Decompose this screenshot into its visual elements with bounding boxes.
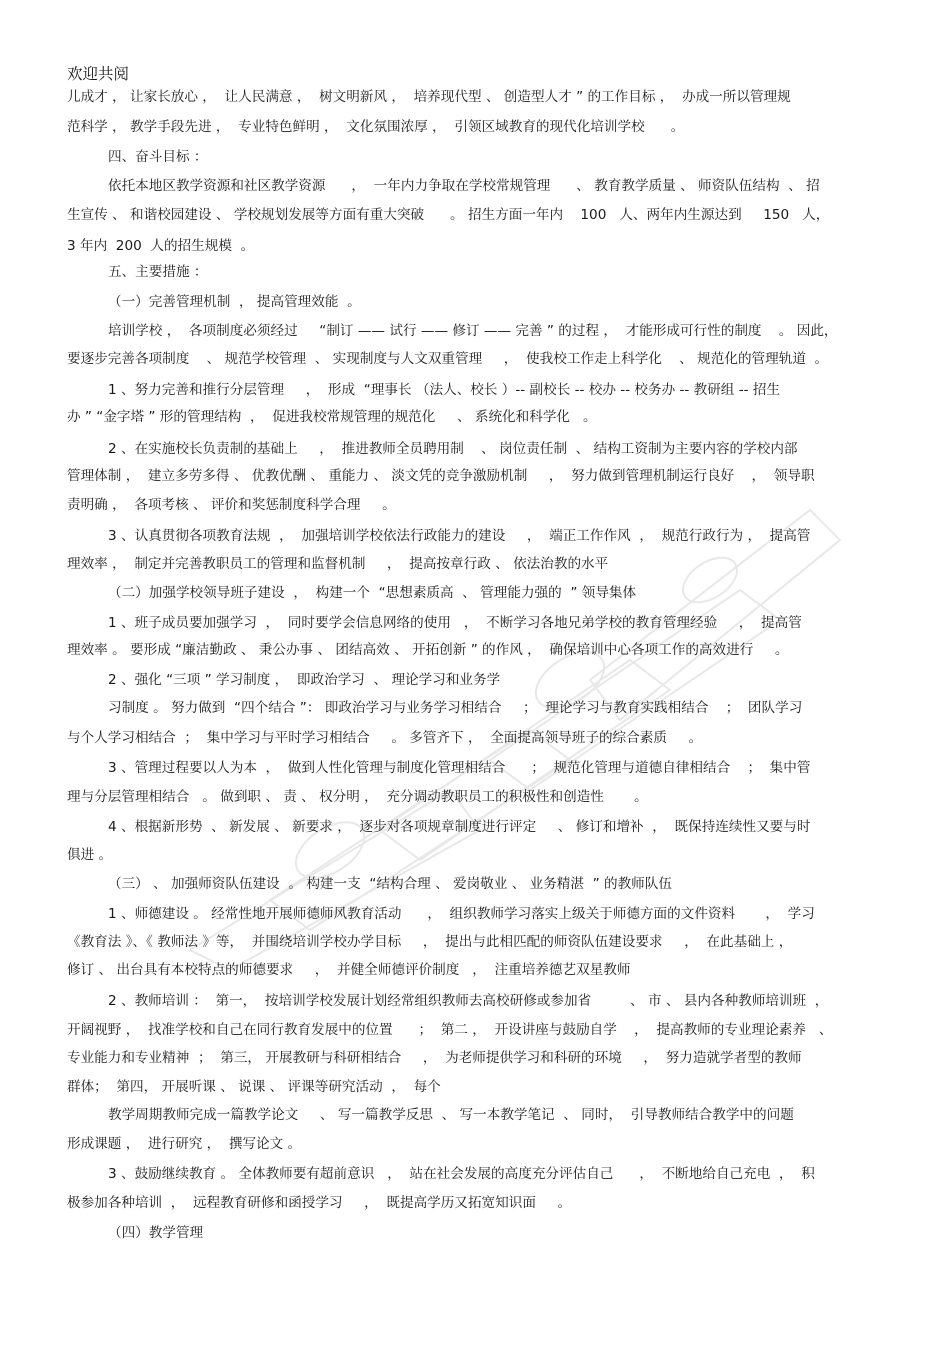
text-line: 《教育法 》、《 教师法 》等， 并围绕培训学校办学目标 ， 提出与此相匹配的师资队伍建设要求 ， 在此基础上 ， [67,934,793,950]
text-line: 责明确 ， 各项考核 、 评价和奖惩制度科学合理 。 [67,497,396,513]
text-line: 生宣传 、 和谐校园建设 、 学校规划发展等方面有重大突破 。 招生方面一年内 100 人、两年内生源达到 150 人， [67,207,830,223]
text-line: 4 、根据新形势 、 新发展 、 新要求 ， 逐步对各项规章制度进行评定 、 修订和增补 ， 既保持连续性又要与时 [108,819,811,835]
text-line: 教学周期教师完成一篇教学论文 、 写一篇教学反思 、 写一本教学笔记 、 同时， 引导教师结合教学中的问题 [108,1107,794,1123]
text-line: 理效率 。 要形成 “廉洁勤政 、 秉公办事 、 团结高效 、 开拓创新 ” 的作风 ， 确保培训中心各项工作的高效进行 。 [67,642,789,658]
text-line: 专业能力和专业精神 ； 第三， 开展教研与科研相结合 ， 为老师提供学习和科研的环境 ， 努力造就学者型的教师 [67,1050,802,1066]
text-line: 群体； 第四， 开展听课 、 说课 、 评课等研究活动 ， 每个 [67,1079,441,1095]
text-line: 1 、师德建设 。 经常性地开展师德师风教育活动 ， 组织教师学习落实上级关于师德方面的文件资料 ， 学习 [108,906,815,922]
text-line: 习制度 。 努力做到 “四个结合 ”： 即政治学习与业务学习相结合 ； 理论学习与教育实践相结合 ； 团队学习 [108,700,803,716]
text-line: 2 、在实施校长负责制的基础上 ， 推进教师全员聘用制 、 岗位责任制 、 结构工资制为主要内容的学校内部 [108,441,798,457]
text-line: 理与分层管理相结合 。 做到职 、 责 、 权分明 ， 充分调动教职员工的积极性和创造性 。 [67,789,648,805]
text-line: 1 、班子成员要加强学习 ， 同时要学会信息网络的使用 ， 不断学习各地兄弟学校的教育管理经验 ， 提高管 [108,615,802,631]
text-line: 培训学校 ， 各项制度必须经过 “制订 —— 试行 —— 修订 —— 完善 ” 的过程 ， 才能形成可行性的制度 。 因此， [108,323,838,339]
section-heading: 四、奋斗目标 ： [108,149,208,165]
text-line: 范科学 ， 教学手段先进 ， 专业特色鲜明 ， 文化氛围浓厚 ， 引领区域教育的现代化培训学校 。 [67,119,685,135]
subsection-heading: （三） 、 加强师资队伍建设 。 构建一支 “结构合理 、 爱岗敬业 、 业务精湛 ” 的教师队伍 [108,876,672,892]
text-line: 修订 、 出台具有本校特点的师德要求 ， 并健全师德评价制度 ， 注重培养德艺双星教师 [67,962,631,978]
text-line: 3 年内 200 人的招生规模 。 [67,238,255,254]
text-line: 3 、认真贯彻各项教育法规 ， 加强培训学校依法行政能力的建设 ， 端正工作作风 ， 规范行政行为 ， 提高管 [108,528,811,544]
subsection-heading: （二）加强学校领导班子建设 ， 构建一个 “思想素质高 、 管理能力强的 ” 领导集体 [108,585,637,601]
text-line: 极参加各种培训 ， 远程教育研修和函授学习 ， 既提高学历又拓宽知识面 。 [67,1195,572,1211]
text-line: 1 、努力完善和推行分层管理 ， 形成 “理事长 （法人、校长 ）-- 副校长 -- 校办 -- 校务办 -- 教研组 -- 招生 [108,382,781,398]
text-line: 开阔视野 ， 找准学校和自己在同行教育发展中的位置 ； 第二 ， 开设讲座与鼓励自学 ， 提高教师的专业理论素养 、 [67,1022,833,1038]
text-line: 办 ” “金字塔 ” 形的管理结构 ， 促进我校常规管理的规范化 、 系统化和科学化 。 [67,409,597,425]
text-line: 2 、强化 “三项 ” 学习制度 ， 即政治学习 、 理论学习和业务学 [108,672,501,688]
text-line: 俱进 。 [67,847,113,863]
text-line: 2 、教师培训 ： 第一， 按培训学校发展计划经常组织教师去高校研修或参加省 、 市 、 县内各种教师培训班 ， [108,993,829,1009]
subsection-heading: （四）教学管理 [108,1225,204,1241]
text-line: 管理体制 ， 建立多劳多得 、 优教优酬 、 重能力 、 淡文凭的竞争激励机制 ， 努力做到管理机制运行良好 ， 领导职 [67,468,815,484]
text-line: 理效率 ， 制定并完善教职员工的管理和监督机制 ， 提高按章行政 、 依法治教的水平 [67,556,609,572]
text-line: 3 、鼓励继续教育 。 全体教师要有超前意识 ， 站在社会发展的高度充分评估自己 ， 不断地给自己充电 ， 积 [108,1166,815,1182]
document-header: 欢迎共阅 [67,65,130,83]
text-line: 与个人学习相结合 ； 集中学习与平时学习相结合 。 多管齐下 ， 全面提高领导班子的综合素质 。 [67,730,703,746]
text-line: 儿成才 ， 让家长放心 ， 让人民满意 ， 树文明新风 ， 培养现代型 、 创造型人才 ” 的工作目标 ， 办成一所以管理规 [67,89,791,105]
subsection-heading: （一）完善管理机制 ， 提高管理效能 。 [108,294,361,310]
section-heading: 五、主要措施 ： [108,264,208,280]
text-line: 形成课题 ， 进行研究 ， 撰写论文 。 [67,1136,302,1152]
text-line: 依托本地区教学资源和社区教学资源 ， 一年内力争取在学校常规管理 、 教育教学质量 、 师资队伍结构 、 招 [108,178,820,194]
text-line: 要逐步完善各项制度 、 规范学校管理 、 实现制度与人文双重管理 ， 使我校工作走上科学化 、 规范化的管理轨道 。 [67,351,829,367]
text-line: 3 、管理过程要以人为本 ， 做到人性化管理与制度化管理相结合 ； 规范化管理与道德自律相结合 ； 集中管 [108,760,811,776]
